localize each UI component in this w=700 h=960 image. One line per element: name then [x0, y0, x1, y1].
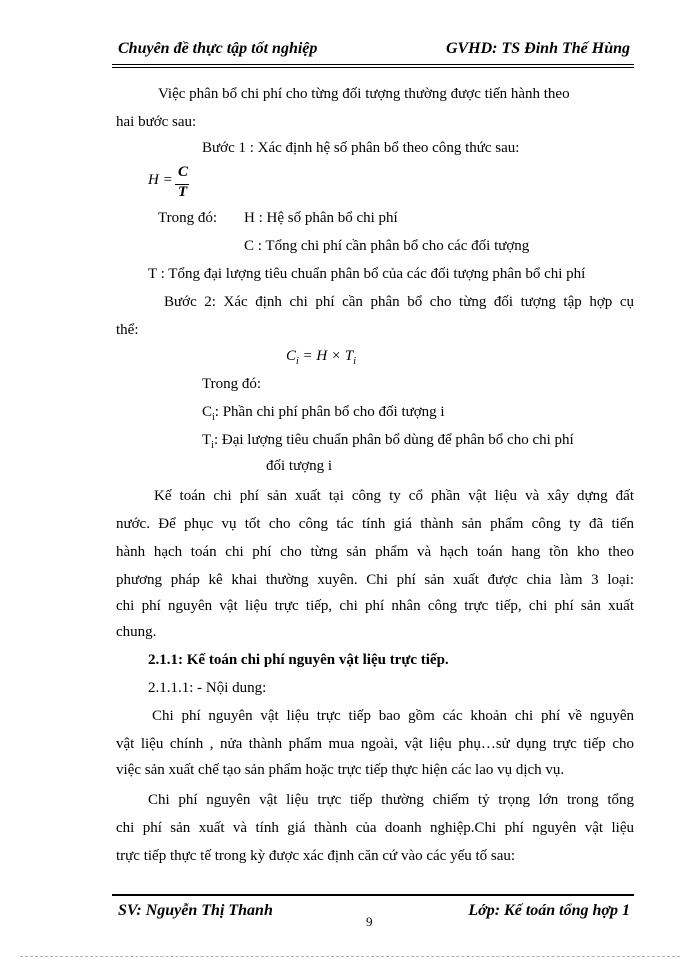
page-header — [112, 40, 632, 62]
formula-h-lhs: H = — [148, 172, 173, 188]
formula-ci-c: C — [286, 348, 297, 364]
p2-line2: nước. Để phục vụ tốt cho công tác tính giá thành sản phẩm công ty đã tiến — [116, 516, 634, 532]
step2-line1: Bước 2: Xác định chi phí cần phân bổ cho từng đối tượng tập hợp cụ — [164, 294, 634, 310]
p1-line1: Việc phân bổ chi phí cho từng đối tượng thường được tiến hành theo — [158, 86, 570, 102]
page-break-line — [20, 956, 680, 957]
footer-rule — [112, 894, 634, 896]
formula-ci-t: T — [344, 348, 354, 364]
formula-ci-eq: = H × — [298, 348, 345, 364]
step2-line2: thể: — [116, 322, 139, 338]
where2-t-sub: i — [211, 440, 214, 451]
where1-t: T : Tổng đại lượng tiêu chuẩn phân bổ của các đối tượng phân bổ chi phí — [148, 266, 586, 282]
section-title: 2.1.1: Kế toán chi phí nguyên vật liệu trực tiếp. — [148, 652, 449, 668]
p3-line1: Chi phí nguyên vật liệu trực tiếp bao gồm các khoản chi phí về nguyên — [152, 708, 634, 724]
formula-ci-sub2: i — [353, 356, 356, 367]
p3-line3: việc sản xuất chế tạo sản phẩm hoặc trực tiếp thực hiện các lao vụ dịch vụ. — [116, 762, 565, 778]
p2-line5: chi phí nguyên vật liệu trực tiếp, chi phí nhân công trực tiếp, chi phí sản xuất — [116, 598, 634, 614]
header-rule-2 — [112, 67, 634, 68]
p2-line1: Kế toán chi phí sản xuất tại công ty cổ phần vật liệu và xây dựng đất — [154, 488, 634, 504]
formula-h — [148, 164, 208, 204]
formula-ci-sub: i — [296, 356, 299, 367]
page-number: 9 — [366, 914, 373, 929]
header-right: GVHD: TS Đinh Thế Hùng — [445, 40, 630, 57]
where2-c-sub: i — [212, 412, 215, 423]
where1-h: H : Hệ số phân bổ chi phí — [244, 210, 398, 226]
formula-h-denominator: T — [178, 184, 188, 200]
where2-c-sym: C — [202, 404, 213, 420]
where2-c — [202, 402, 445, 428]
where2-label: Trong đó: — [202, 376, 262, 392]
where2-t-line2: đối tượng i — [266, 458, 333, 474]
where1-c: C : Tổng chi phí cần phân bổ cho các đối tượng — [244, 238, 530, 254]
formula-ci — [286, 346, 356, 372]
footer-left: SV: Nguyễn Thị Thanh — [118, 902, 273, 919]
footer-right: Lớp: Kế toán tổng hợp 1 — [468, 902, 630, 919]
p2-line3: hành hạch toán chi phí cho từng sản phẩm và hạch toán hang tồn kho theo — [116, 544, 634, 560]
where2-t — [202, 430, 574, 456]
header-left: Chuyên đề thực tập tốt nghiệp — [118, 40, 318, 57]
where2-t-sym: T — [202, 432, 212, 448]
p1-line2: hai bước sau: — [116, 114, 197, 130]
subsection-title: 2.1.1.1: - Nội dung: — [148, 680, 267, 696]
p4-line2: chi phí sản xuất và tính giá thành của doanh nghiệp.Chi phí nguyên vật liệu — [116, 820, 634, 836]
p3-line2: vật liệu chính , nửa thành phẩm mua ngoài, vật liệu phụ…sử dụng trực tiếp cho — [116, 736, 634, 752]
p2-line6: chung. — [116, 624, 157, 640]
header-rule — [112, 64, 634, 65]
where2-c-text: : Phần chi phí phân bổ cho đối tượng i — [214, 404, 445, 420]
where1-label: Trong đó: — [158, 210, 218, 226]
where2-t-text: : Đại lượng tiêu chuẩn phân bổ dùng để phân bổ cho chi phí — [213, 432, 574, 448]
step1-text: Bước 1 : Xác định hệ số phân bổ theo công thức sau: — [202, 140, 520, 156]
p2-line4: phương pháp kê khai thường xuyên. Chi phí sản xuất được chia làm 3 loại: — [116, 572, 634, 588]
formula-h-numerator: C — [178, 164, 189, 180]
p4-line3: trực tiếp thực tế trong kỳ được xác định căn cứ vào các yếu tố sau: — [116, 848, 516, 864]
p4-line1: Chi phí nguyên vật liệu trực tiếp thường chiếm tỷ trọng lớn trong tổng — [148, 792, 634, 808]
